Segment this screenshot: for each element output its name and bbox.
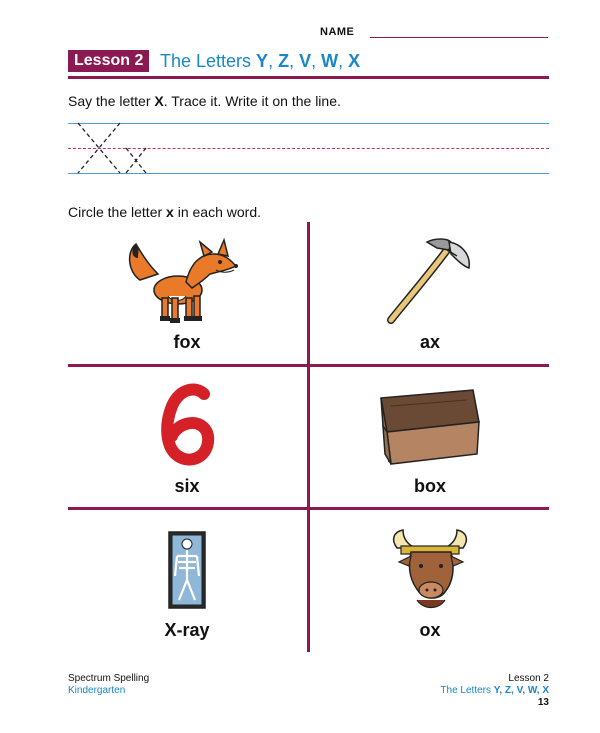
lesson-letter-w: W bbox=[321, 51, 339, 71]
traced-x-letters[interactable] bbox=[72, 118, 152, 178]
footer-series: Spectrum Spelling bbox=[68, 673, 150, 684]
word-label: X-ray bbox=[164, 620, 210, 640]
separator: , bbox=[311, 51, 322, 71]
box-icon bbox=[311, 376, 549, 476]
lesson-letter-y: Y bbox=[256, 51, 269, 71]
footer-right bbox=[440, 673, 549, 709]
trace-instruction bbox=[68, 93, 341, 109]
lesson-badge: Lesson 2 bbox=[68, 50, 149, 72]
word-cell-six bbox=[68, 368, 306, 508]
separator: , bbox=[289, 51, 300, 71]
word-cell-fox bbox=[68, 224, 306, 364]
xray-icon bbox=[68, 520, 306, 620]
word-label: fox bbox=[173, 332, 201, 352]
name-line[interactable] bbox=[370, 37, 548, 38]
circle-instruction bbox=[68, 204, 261, 220]
lesson-letter-v: V bbox=[299, 51, 312, 71]
grid-divider-horizontal bbox=[68, 364, 549, 367]
number-six-icon bbox=[68, 376, 306, 476]
page-number: 13 bbox=[537, 697, 549, 708]
word-label: ax bbox=[419, 332, 441, 352]
word-cell-xray bbox=[68, 512, 306, 652]
word-cell-ox bbox=[311, 512, 549, 652]
fox-icon bbox=[68, 232, 306, 332]
ox-icon bbox=[311, 520, 549, 620]
word-cell-ax bbox=[311, 224, 549, 364]
footer-left bbox=[68, 673, 149, 697]
word-label: six bbox=[174, 476, 200, 496]
word-cell-box bbox=[311, 368, 549, 508]
word-label: box bbox=[413, 476, 446, 496]
instr-text: Say the letter bbox=[68, 93, 155, 109]
instr-letter: X bbox=[154, 93, 164, 109]
name-label: NAME bbox=[320, 26, 355, 38]
lesson-letter-z: Z bbox=[278, 51, 290, 71]
instr-text: . Trace it. Write it on the line. bbox=[163, 93, 341, 109]
footer-letters: Y, Z, V, W, X bbox=[493, 685, 549, 696]
footer-lesson: Lesson 2 bbox=[508, 673, 549, 684]
trace-stroke bbox=[126, 148, 146, 173]
instr-text: Circle the letter bbox=[68, 204, 167, 220]
instr-text: in each word. bbox=[173, 204, 262, 220]
grid-divider-vertical bbox=[307, 222, 310, 652]
instr-letter: x bbox=[166, 204, 174, 220]
word-label: ox bbox=[419, 620, 441, 640]
footer-grade: Kindergarten bbox=[68, 685, 126, 696]
footer-lesson-title bbox=[440, 685, 549, 697]
lesson-letter-x: X bbox=[348, 51, 361, 71]
lesson-title-prefix: The Letters bbox=[160, 51, 257, 71]
axe-icon bbox=[311, 232, 549, 332]
separator: , bbox=[338, 51, 349, 71]
footer-prefix: The Letters bbox=[440, 685, 494, 696]
title-rule bbox=[68, 76, 549, 79]
separator: , bbox=[268, 51, 279, 71]
lesson-title bbox=[160, 49, 360, 73]
